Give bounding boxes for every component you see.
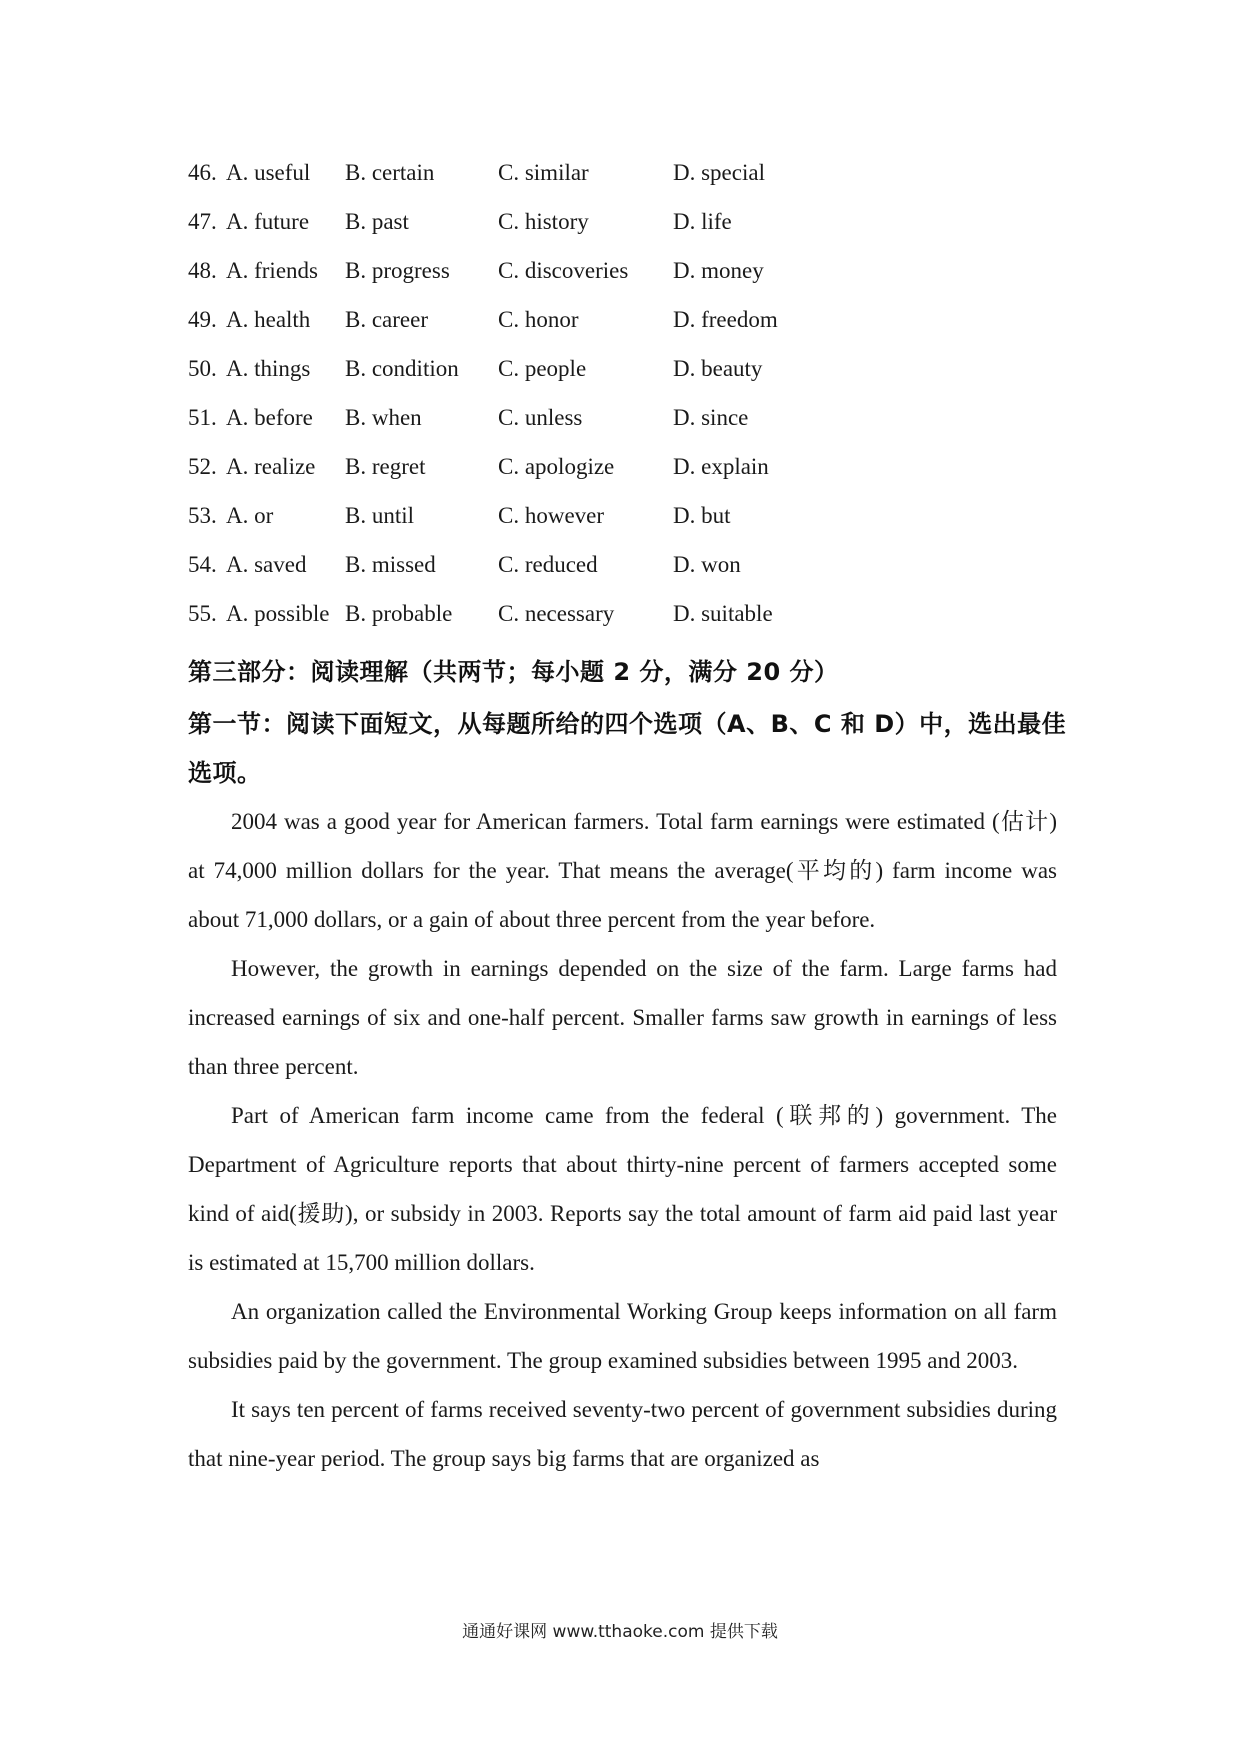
- answer-options-list: [188, 158, 988, 648]
- question-number: 54.: [188, 552, 217, 577]
- option-d: D. special: [673, 160, 765, 185]
- option-d: D. explain: [673, 454, 769, 479]
- question-number: 48.: [188, 258, 217, 283]
- option-c: C. apologize: [498, 454, 615, 479]
- option-a: A. possible: [226, 601, 330, 626]
- option-c: C. honor: [498, 307, 579, 332]
- option-d: D. but: [673, 503, 731, 528]
- part3-heading: 第三部分：阅读理解（共两节；每小题 2 分，满分 20 分）: [188, 658, 839, 686]
- question-number: 53.: [188, 503, 217, 528]
- page-footer: 通通好课网 www.tthaoke.com 提供下载: [462, 1622, 778, 1642]
- passage-paragraph: Part of American farm income came from the federal (联邦的) government. The Department of Agriculture reports that about thirty-nine percent of farmers accepted some kind of aid(援助), or subsidy in 2003. Reports say the total amount of farm aid paid last year is estimated at 15,700 million dollars.: [188, 1103, 1057, 1275]
- option-a: A. health: [226, 307, 311, 332]
- option-b: B. condition: [345, 356, 459, 381]
- reading-passage: [188, 797, 1057, 1483]
- option-b: B. certain: [345, 160, 435, 185]
- option-c: C. history: [498, 209, 589, 234]
- question-row: [188, 403, 988, 452]
- option-b: B. probable: [345, 601, 453, 626]
- option-c: C. reduced: [498, 552, 598, 577]
- passage-paragraph: However, the growth in earnings depended on the size of the farm. Large farms had increased earnings of six and one-half percent. Smaller farms saw growth in earnings of less than three percent.: [188, 956, 1057, 1079]
- option-d: D. won: [673, 552, 741, 577]
- option-b: B. until: [345, 503, 415, 528]
- option-a: A. friends: [226, 258, 318, 283]
- question-number: 50.: [188, 356, 217, 381]
- question-row: [188, 256, 988, 305]
- question-row: [188, 550, 988, 599]
- passage-paragraph: It says ten percent of farms received seventy-two percent of government subsidies during that nine-year period. The group says big farms that are organized as: [188, 1397, 1057, 1471]
- option-d: D. freedom: [673, 307, 778, 332]
- option-c: C. unless: [498, 405, 583, 430]
- section1-instructions: 第一节：阅读下面短文，从每题所给的四个选项（A、B、C 和 D）中，选出最佳选项。: [188, 710, 1067, 787]
- option-b: B. progress: [345, 258, 450, 283]
- option-a: A. or: [226, 503, 274, 528]
- question-number: 52.: [188, 454, 217, 479]
- question-number: 51.: [188, 405, 217, 430]
- option-d: D. suitable: [673, 601, 773, 626]
- option-b: B. past: [345, 209, 409, 234]
- option-d: D. life: [673, 209, 732, 234]
- question-row: [188, 158, 988, 207]
- option-b: B. when: [345, 405, 422, 430]
- option-c: C. however: [498, 503, 605, 528]
- question-number: 47.: [188, 209, 217, 234]
- question-row: [188, 305, 988, 354]
- question-number: 49.: [188, 307, 217, 332]
- option-c: C. necessary: [498, 601, 615, 626]
- passage-paragraph: An organization called the Environmental Working Group keeps information on all farm subsidies paid by the government. The group examined subsidies between 1995 and 2003.: [188, 1299, 1057, 1373]
- option-a: A. before: [226, 405, 313, 430]
- passage-paragraph: 2004 was a good year for American farmers. Total farm earnings were estimated (估计) at 74,000 million dollars for the year. That means the average(平均的) farm income was about 71,000 dollars, or a gain of about three percent from the year before.: [188, 809, 1057, 932]
- option-d: D. beauty: [673, 356, 763, 381]
- option-c: C. similar: [498, 160, 589, 185]
- option-a: A. things: [226, 356, 311, 381]
- option-b: B. missed: [345, 552, 436, 577]
- option-d: D. money: [673, 258, 764, 283]
- option-a: A. future: [226, 209, 310, 234]
- question-row: [188, 207, 988, 256]
- option-c: C. discoveries: [498, 258, 629, 283]
- question-number: 55.: [188, 601, 217, 626]
- option-a: A. realize: [226, 454, 316, 479]
- option-a: A. useful: [226, 160, 311, 185]
- question-row: [188, 599, 988, 648]
- option-b: B. career: [345, 307, 428, 332]
- question-row: [188, 501, 988, 550]
- question-row: [188, 354, 988, 403]
- question-row: [188, 452, 988, 501]
- option-d: D. since: [673, 405, 749, 430]
- option-c: C. people: [498, 356, 587, 381]
- option-a: A. saved: [226, 552, 307, 577]
- question-number: 46.: [188, 160, 217, 185]
- option-b: B. regret: [345, 454, 426, 479]
